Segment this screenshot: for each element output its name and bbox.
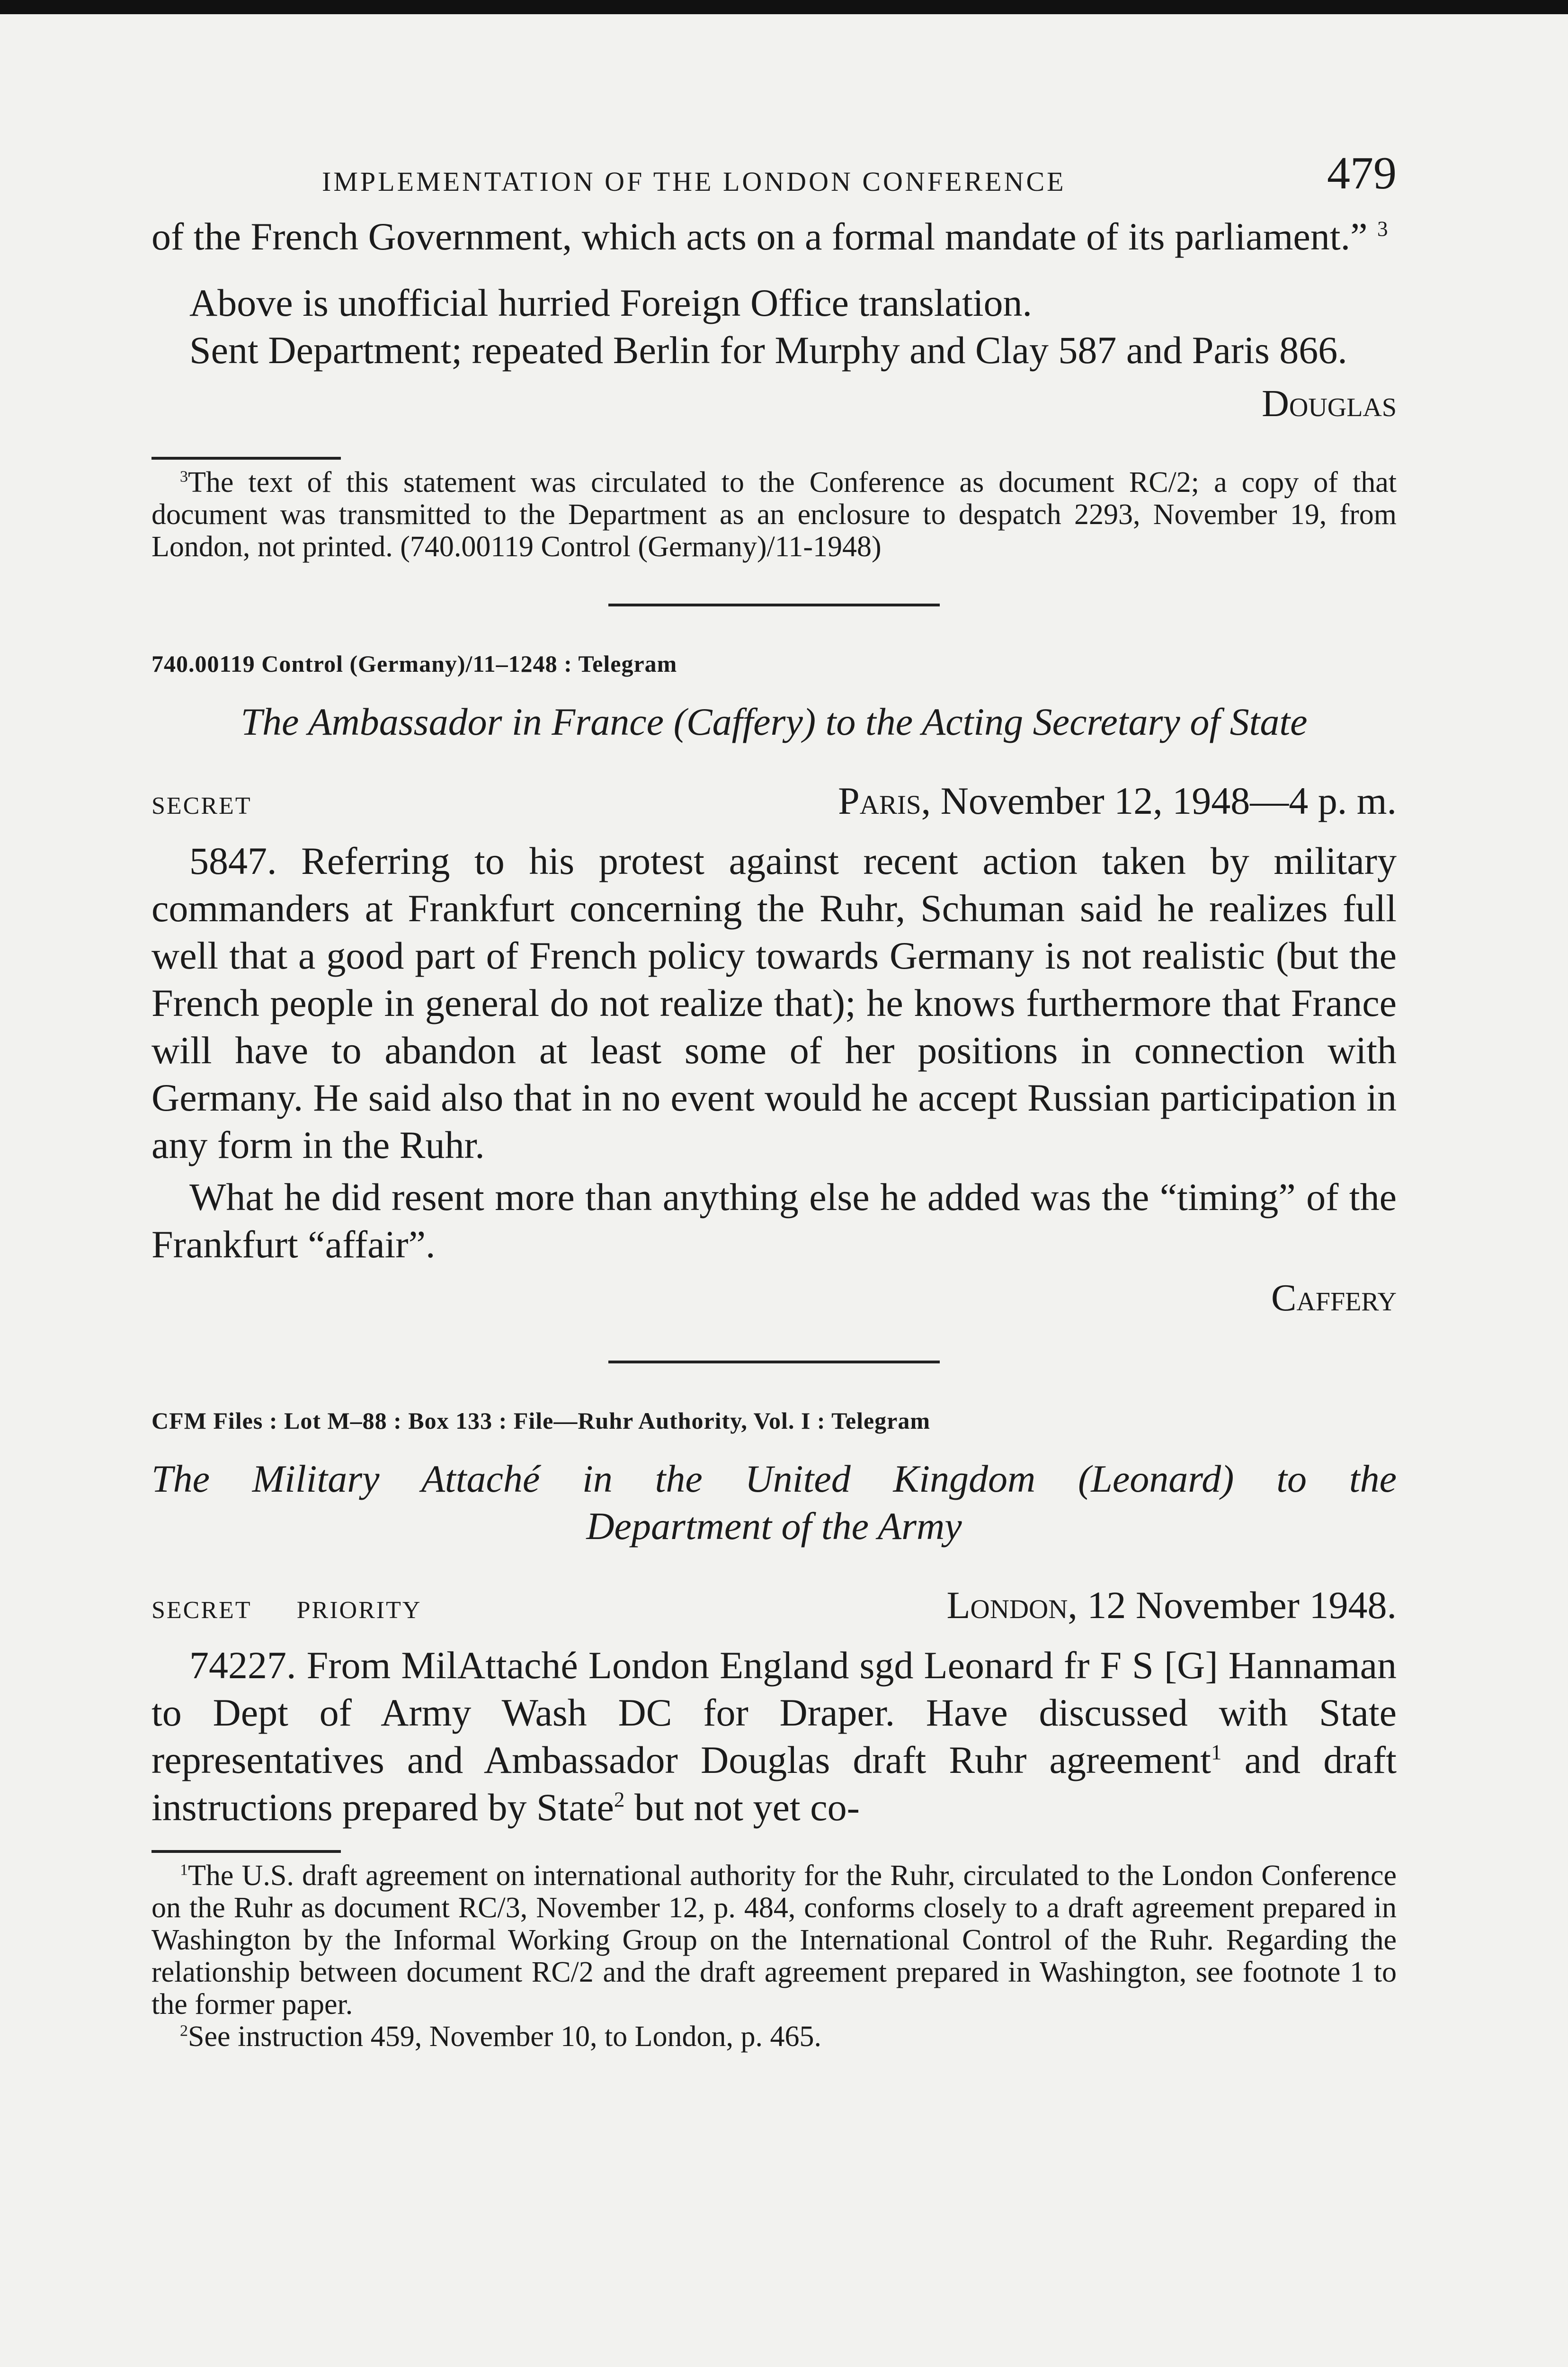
section-separator	[608, 1361, 940, 1363]
doc2-file-id: 740.00119 Control (Germany)/11–1248 : Telegram	[151, 650, 677, 677]
doc1-footnote	[151, 466, 1397, 563]
doc2-dateline-row	[151, 779, 1397, 823]
doc3-footnote-1	[151, 1860, 1397, 2020]
doc3-paragraph	[151, 1642, 1397, 1831]
page-number: 479	[1327, 148, 1397, 199]
doc3-heading-line2: Department of the Army	[586, 1504, 962, 1548]
doc3-file-id: CFM Files : Lot M–88 : Box 133 : File—Ruhr Authority, Vol. I : Telegram	[151, 1407, 931, 1434]
running-head-title: IMPLEMENTATION OF THE LONDON CONFERENCE	[322, 166, 1066, 197]
doc3-footnote-2	[151, 2020, 1397, 2053]
doc1-paragraph	[151, 213, 1397, 260]
doc1-paragraph: Sent Department; repeated Berlin for Murphy and Clay 587 and Paris 866.	[189, 329, 1347, 372]
doc3-dateline-row	[151, 1583, 1397, 1628]
doc3-heading-line1: The Military Attaché in the United Kingdom (Leonard) to the	[151, 1457, 1397, 1500]
doc3-place: London	[946, 1584, 1068, 1627]
footnote-text: See instruction 459, November 10, to London, p. 465.	[188, 2020, 822, 2053]
scan-top-edge	[0, 0, 1568, 14]
doc3-paragraph-text: but not yet co-	[624, 1786, 860, 1829]
doc2-place: Paris	[838, 779, 921, 822]
doc1-signature: Douglas	[1262, 383, 1397, 425]
doc3-date: , 12 November 1948.	[1068, 1584, 1397, 1627]
footnote-rule	[151, 1850, 341, 1853]
footnote-mark: 2	[180, 2022, 188, 2040]
running-head	[151, 147, 1397, 213]
doc2-dateline	[838, 779, 1397, 823]
doc2-classification: SECRET	[151, 792, 252, 819]
doc3-classification: SECRET PRIORITY	[151, 1597, 422, 1624]
doc2-paragraph: What he did resent more than anything else he added was the “timing” of the Frankfurt “affair”.	[151, 1175, 1397, 1266]
doc2-signature: Caffery	[1271, 1277, 1397, 1319]
doc3-paragraph-text: 74227. From MilAttaché London England sgd Leonard fr F S [G] Hannaman to Dept of Army Wash DC for Draper. Have discussed with State representatives and Ambassador Douglas draft Ruhr agreement	[151, 1644, 1397, 1781]
footnote-text: The text of this statement was circulated to the Conference as document RC/2; a copy of that document was transmitted to the Department as an enclosure to despatch 2293, November 19, from London, not printed. (740.00119 Control (Germany)/11-1948)	[151, 466, 1397, 563]
doc3-paragraph-text: and draft instructions prepared by State	[151, 1738, 1397, 1829]
doc1-paragraph-text: of the French Government, which acts on a formal mandate of its parliament.”	[151, 215, 1368, 258]
doc3-dateline	[946, 1583, 1397, 1628]
footnote-mark: 1	[180, 1861, 188, 1879]
footnote-mark: 3	[180, 468, 188, 486]
footnote-ref: 2	[614, 1788, 625, 1812]
doc2-date: , November 12, 1948—4 p. m.	[921, 779, 1397, 822]
doc2-paragraph: 5847. Referring to his protest against recent action taken by military commanders at Frankfurt concerning the Ruhr, Schuman said he realizes full well that a good part of French policy towards Germany is not realistic (but the French people in general do not realize that); he knows furthermore that France will have to abandon at least some of her positions in connection with Germany. He said also that in no event would he accept Russian participation in any form in the Ruhr.	[151, 839, 1397, 1166]
footnote-ref: 3	[1377, 217, 1388, 241]
footnote-ref: 1	[1211, 1740, 1222, 1764]
document-page	[151, 147, 1397, 2053]
footnote-text: The U.S. draft agreement on international authority for the Ruhr, circulated to the London Conference on the Ruhr as document RC/3, November 12, p. 484, conforms closely to a draft agreement prepared in Washington by the Informal Working Group on the International Control of the Ruhr. Regarding the relationship between document RC/2 and the draft agreement prepared in Washington, see footnote 1 to the former paper.	[151, 1860, 1397, 2020]
footnote-rule	[151, 457, 341, 460]
doc1-paragraph: Above is unofficial hurried Foreign Office translation.	[189, 281, 1033, 324]
section-separator	[608, 604, 940, 606]
doc2-heading: The Ambassador in France (Caffery) to the Acting Secretary of State	[241, 700, 1308, 743]
